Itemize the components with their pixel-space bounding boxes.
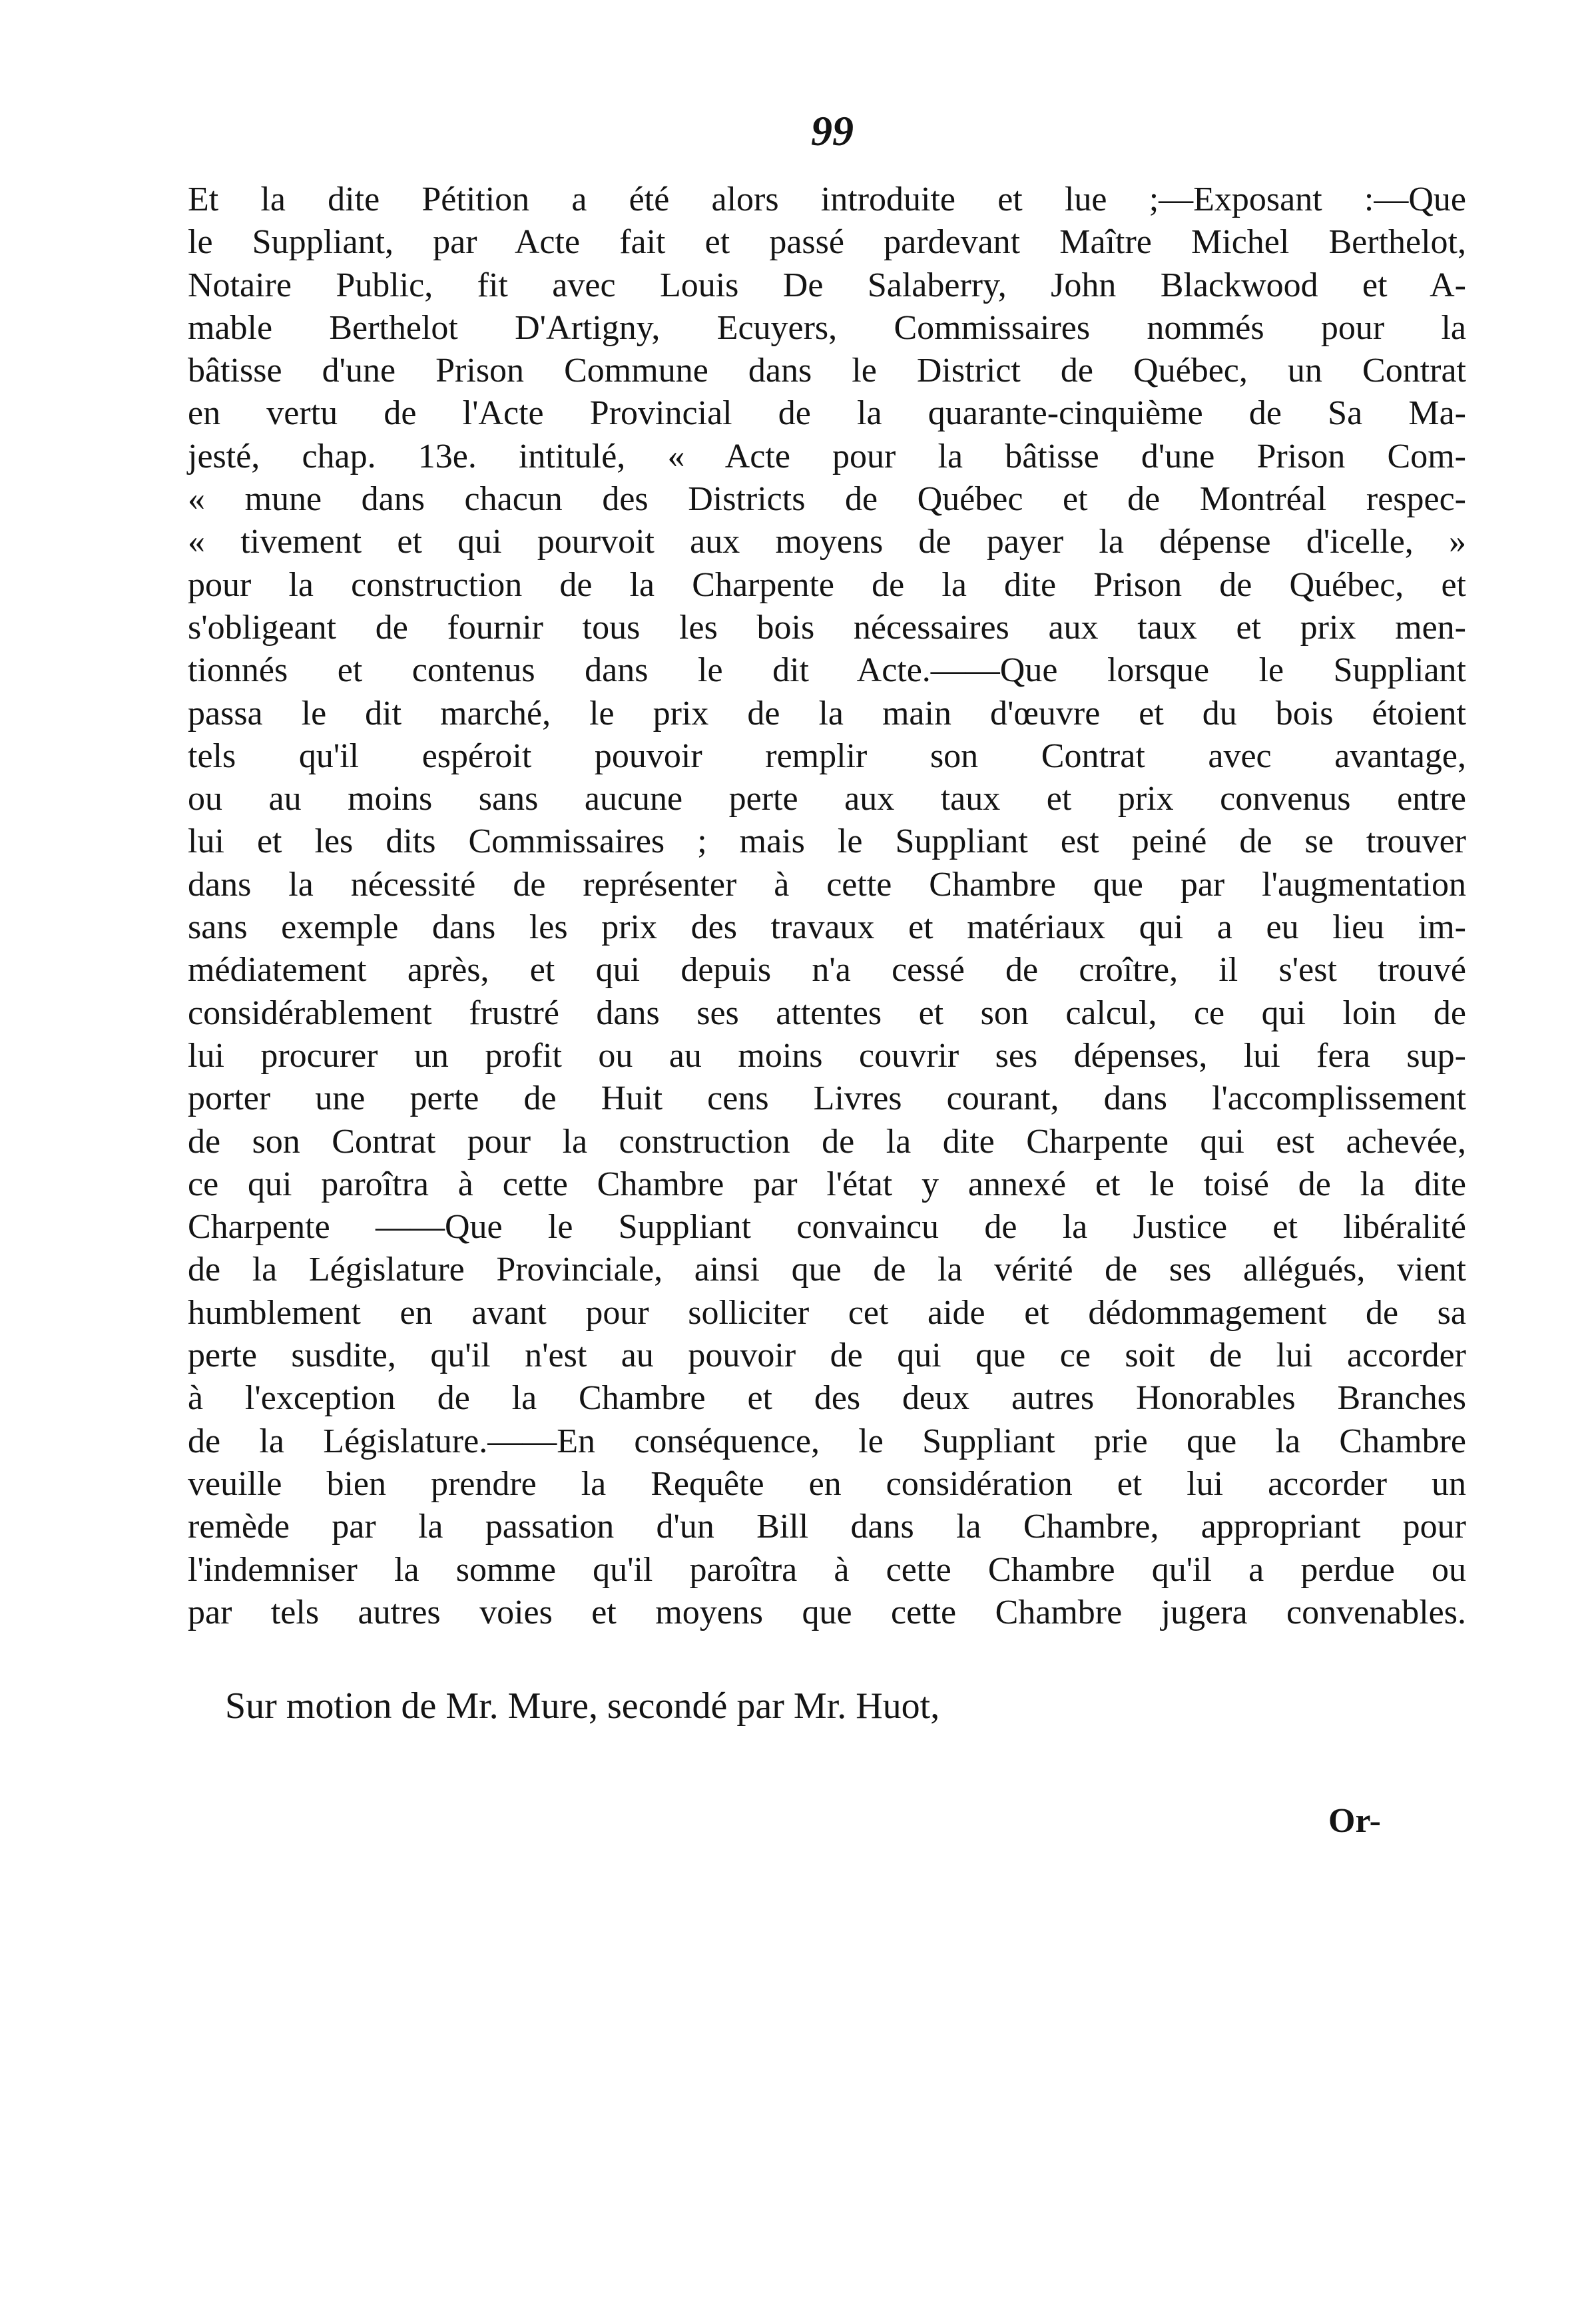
text-line: porter une perte de Huit cens Livres courant, dans l'accomplissement <box>188 1079 1466 1118</box>
text-line: humblement en avant pour solliciter cet aide et dédommagement de sa <box>188 1293 1466 1332</box>
text-line: en vertu de l'Acte Provincial de la quarante-cinquième de Sa Ma- <box>188 394 1466 433</box>
text-line: tionnés et contenus dans le dit Acte.——Que lorsque le Suppliant <box>188 651 1466 690</box>
text-line: à l'exception de la Chambre et des deux autres Honorables Branches <box>188 1379 1466 1418</box>
text-line: ou au moins sans aucune perte aux taux et prix convenus entre <box>188 780 1466 818</box>
text-line: bâtisse d'une Prison Commune dans le District de Québec, un Contrat <box>188 352 1466 390</box>
text-line: pour la construction de la Charpente de la dite Prison de Québec, et <box>188 565 1466 604</box>
text-line: lui et les dits Commissaires ; mais le Suppliant est peiné de se trouver <box>188 822 1466 861</box>
text-line: de la Législature Provinciale, ainsi que de la vérité de ses allégués, vient <box>188 1251 1466 1289</box>
text-line: remède par la passation d'un Bill dans la Chambre, appropriant pour <box>188 1508 1466 1546</box>
text-line: le Suppliant, par Acte fait et passé pardevant Maître Michel Berthelot, <box>188 223 1466 262</box>
text-line: veuille bien prendre la Requête en considération et lui accorder un <box>188 1464 1466 1503</box>
text-line: « mune dans chacun des Districts de Québec et de Montréal respec- <box>188 480 1466 519</box>
catchword: Or- <box>1328 1802 1381 1840</box>
motion-line: Sur motion de Mr. Mure, secondé par Mr. Huot, <box>225 1685 940 1727</box>
petition-paragraph <box>188 178 1466 1634</box>
text-line: Et la dite Pétition a été alors introduite et lue ;—Exposant :—Que <box>188 180 1466 218</box>
text-line: passa le dit marché, le prix de la main d'œuvre et du bois étoient <box>188 694 1466 732</box>
text-line: l'indemniser la somme qu'il paroîtra à cette Chambre qu'il a perdue ou <box>188 1550 1466 1589</box>
text-line: mable Berthelot D'Artigny, Ecuyers, Commissaires nommés pour la <box>188 308 1466 347</box>
text-line: « tivement et qui pourvoit aux moyens de payer la dépense d'icelle, » <box>188 523 1466 561</box>
text-line: tels qu'il espéroit pouvoir remplir son Contrat avec avantage, <box>188 736 1466 775</box>
text-line: Charpente ——Que le Suppliant convaincu de la Justice et libéralité <box>188 1208 1466 1247</box>
text-line: Notaire Public, fit avec Louis De Salaberry, John Blackwood et A- <box>188 266 1466 304</box>
text-line: sans exemple dans les prix des travaux et matériaux qui a eu lieu im- <box>188 908 1466 947</box>
text-line: de la Législature.——En conséquence, le Suppliant prie que la Chambre <box>188 1422 1466 1460</box>
text-line: par tels autres voies et moyens que cette Chambre jugera convenables. <box>188 1593 1466 1631</box>
text-line: jesté, chap. 13e. intitulé, « Acte pour la bâtisse d'une Prison Com- <box>188 437 1466 475</box>
text-line: ce qui paroîtra à cette Chambre par l'état y annexé et le toisé de la dite <box>188 1165 1466 1203</box>
text-line: dans la nécessité de représenter à cette Chambre que par l'augmentation <box>188 865 1466 904</box>
text-line: s'obligeant de fournir tous les bois nécessaires aux taux et prix men- <box>188 608 1466 647</box>
text-line: médiatement après, et qui depuis n'a cessé de croître, il s'est trouvé <box>188 951 1466 990</box>
text-line: considérablement frustré dans ses attentes et son calcul, ce qui loin de <box>188 994 1466 1032</box>
page-number: 99 <box>811 107 854 154</box>
text-line: perte susdite, qu'il n'est au pouvoir de qui que ce soit de lui accorder <box>188 1336 1466 1375</box>
text-line: lui procurer un profit ou au moins couvrir ses dépenses, lui fera sup- <box>188 1036 1466 1075</box>
text-line: de son Contrat pour la construction de la dite Charpente qui est achevée, <box>188 1122 1466 1161</box>
